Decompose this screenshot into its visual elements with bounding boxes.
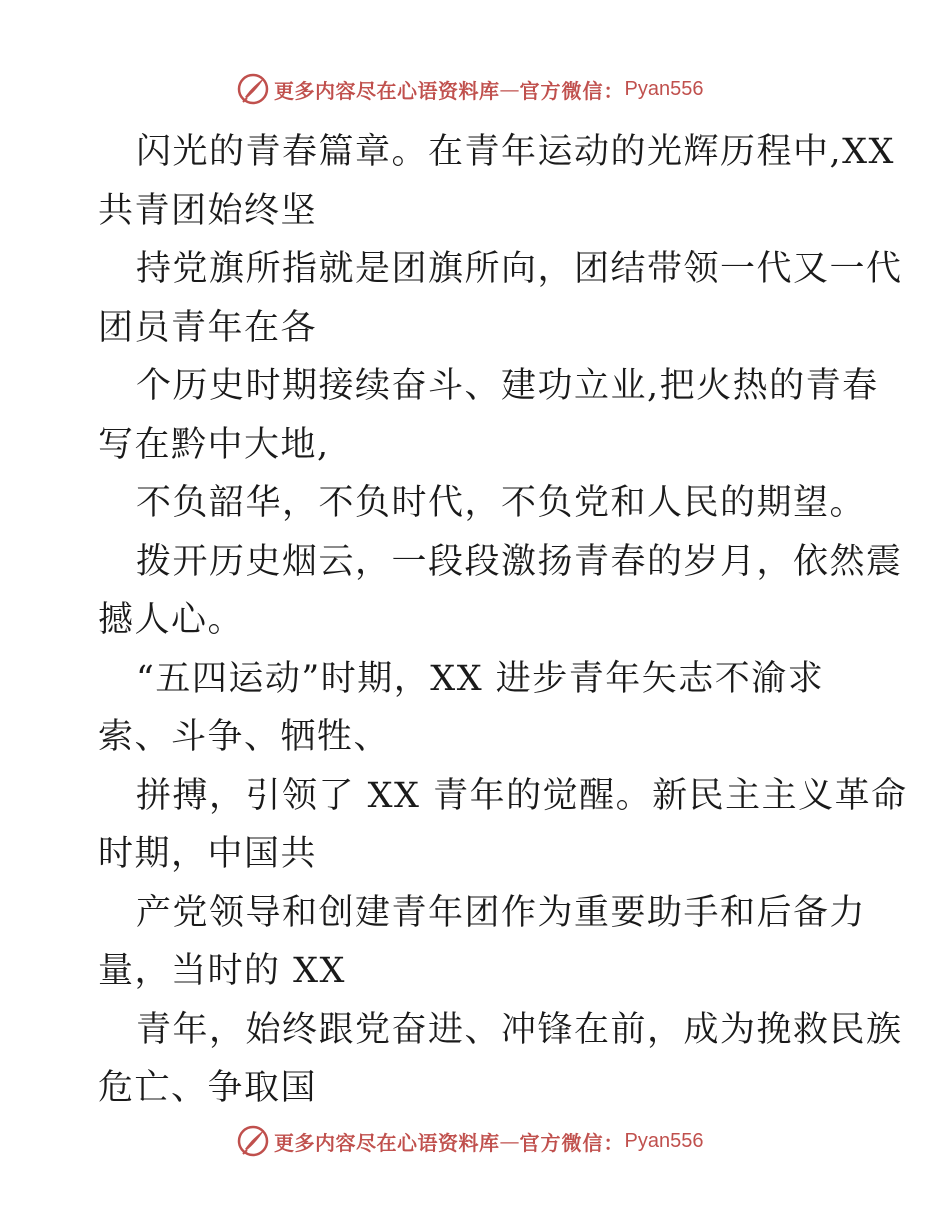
paragraph-continuation: 索、斗争、牺牲、 (98, 717, 391, 757)
paragraph-continuation: 时期，中国共 (98, 834, 318, 874)
paragraph (98, 474, 867, 533)
paragraph (98, 240, 903, 357)
quill-logo-icon (236, 72, 270, 106)
watermark-title: 更多内容尽在心语资料库 (274, 78, 500, 103)
header-watermark (236, 72, 703, 106)
paragraph-first-line: “五四运动”时期，XX 进步青年矢志不渝求 (136, 658, 825, 699)
paragraph-first-line: 青年，始终跟党奋进、冲锋在前，成为挽救民族 (136, 1009, 903, 1050)
paragraph (98, 767, 908, 884)
paragraph-first-line: 拼搏，引领了 XX 青年的觉醒。新民主主义革命 (136, 775, 908, 816)
paragraph (98, 123, 895, 240)
paragraph-first-line: 闪光的青春篇章。在青年运动的光辉历程中,XX (136, 132, 895, 172)
paragraph (98, 650, 858, 767)
watermark-dash: — (499, 77, 520, 101)
paragraph-continuation: 写在黔中大地, (98, 424, 330, 465)
footer-watermark (236, 1124, 703, 1158)
paragraph-continuation: 团员青年在各 (98, 307, 318, 348)
watermark-dash: — (499, 1129, 520, 1153)
paragraph (98, 1001, 903, 1118)
watermark-wechat-id: Pyan556 (624, 77, 704, 100)
paragraph (98, 533, 903, 650)
quill-logo-icon (236, 1124, 270, 1158)
paragraph-continuation: 危亡、争取国 (98, 1068, 318, 1108)
watermark-title: 更多内容尽在心语资料库 (274, 1130, 500, 1155)
paragraph (98, 357, 879, 474)
paragraph-continuation: 撼人心。 (98, 600, 245, 640)
paragraph-continuation: 共青团始终坚 (98, 190, 318, 231)
paragraph (98, 884, 867, 1001)
paragraph-first-line: 个历史时期接续奋斗、建功立业,把火热的青春 (136, 366, 879, 406)
document-body (98, 123, 908, 1118)
paragraph-first-line: 不负韶华，不负时代，不负党和人民的期望。 (136, 483, 867, 523)
watermark-wechat-label: 官方微信： (519, 1130, 625, 1155)
paragraph-first-line: 拨开历史烟云，一段段激扬青春的岁月，依然震 (136, 541, 903, 582)
watermark-wechat-id: Pyan556 (624, 1129, 704, 1152)
paragraph-continuation: 量，当时的 XX (98, 951, 346, 991)
paragraph-first-line: 产党领导和创建青年团作为重要助手和后备力 (136, 892, 867, 933)
paragraph-first-line: 持党旗所指就是团旗所向，团结带领一代又一代 (136, 249, 903, 289)
watermark-wechat-label: 官方微信： (519, 78, 625, 103)
